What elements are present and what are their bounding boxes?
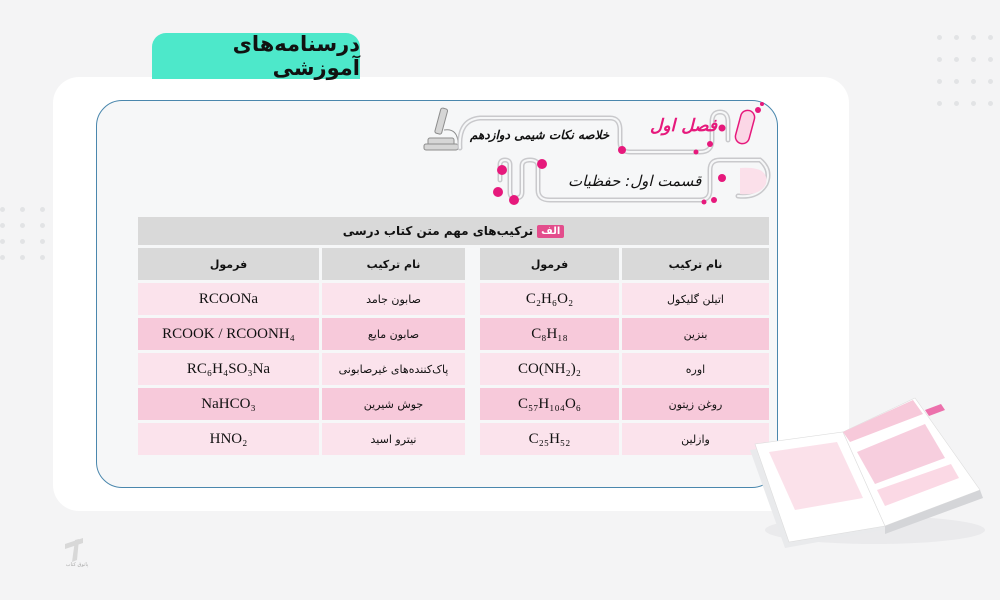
column-header-formula: فرمول <box>480 248 619 280</box>
chapter-title: فصل اول <box>650 116 717 136</box>
compound-name-cell: اتیلن گلیکول <box>622 283 769 315</box>
microscope-icon <box>424 108 458 150</box>
table-row <box>480 388 769 420</box>
table-row <box>138 423 465 455</box>
table-row <box>138 388 465 420</box>
header-graphic <box>400 100 780 210</box>
column-header-name: نام ترکیب <box>622 248 769 280</box>
compound-name-cell: صابون مایع <box>322 318 465 350</box>
formula-cell: RCOOK / RCOONH₄ <box>138 318 319 350</box>
decorative-dot-grid <box>0 207 60 260</box>
compound-name-cell: جوش شیرین <box>322 388 465 420</box>
compound-name-cell: صابون جامد <box>322 283 465 315</box>
open-book-image <box>745 380 995 550</box>
compound-name-cell: اوره <box>622 353 769 385</box>
table-title: ترکیب‌های مهم متن کتاب درسی <box>342 224 534 238</box>
column-header-formula: فرمول <box>138 248 319 280</box>
test-tube-icon <box>734 102 764 145</box>
section-badge: الف <box>537 225 564 238</box>
formula-cell: C₈H₁₈ <box>480 318 619 350</box>
table-header-row <box>138 248 465 280</box>
table-row <box>480 283 769 315</box>
formula-cell: NaHCO₃ <box>138 388 319 420</box>
compound-name-cell: بنزین <box>622 318 769 350</box>
table-row <box>138 283 465 315</box>
table-row <box>138 318 465 350</box>
brand-logo-icon <box>55 530 95 580</box>
compound-name-cell: وازلین <box>622 423 769 455</box>
column-header-name: نام ترکیب <box>322 248 465 280</box>
formula-cell: C₅₇H₁₀₄O₆ <box>480 388 619 420</box>
chapter-subtitle: خلاصه نکات شیمی دوازدهم <box>470 128 610 142</box>
section-title: قسمت اول: حفظیات <box>568 172 702 190</box>
formula-cell: RCOONa <box>138 283 319 315</box>
table-row <box>480 423 769 455</box>
formula-cell: C₂H₆O₂ <box>480 283 619 315</box>
table-header-row <box>480 248 769 280</box>
compound-name-cell: نیترو اسید <box>322 423 465 455</box>
table-title-bar <box>138 217 769 245</box>
table-row <box>138 353 465 385</box>
formula-cell: C₂₅H₅₂ <box>480 423 619 455</box>
formula-cell: RC₆H₄SO₃Na <box>138 353 319 385</box>
decorative-dot-grid <box>937 35 1000 106</box>
section-tag: درسنامه‌های آموزشی <box>152 33 360 79</box>
table-row <box>480 353 769 385</box>
compounds-table-right <box>480 248 769 458</box>
compound-name-cell: روغن زیتون <box>622 388 769 420</box>
formula-cell: HNO₂ <box>138 423 319 455</box>
formula-cell: CO(NH₂)₂ <box>480 353 619 385</box>
table-row <box>480 318 769 350</box>
compounds-table-left <box>138 248 465 458</box>
compound-name-cell: پاک‌کننده‌های غیرصابونی <box>322 353 465 385</box>
brand-logo-text: پاتوق کتاب <box>65 562 89 568</box>
